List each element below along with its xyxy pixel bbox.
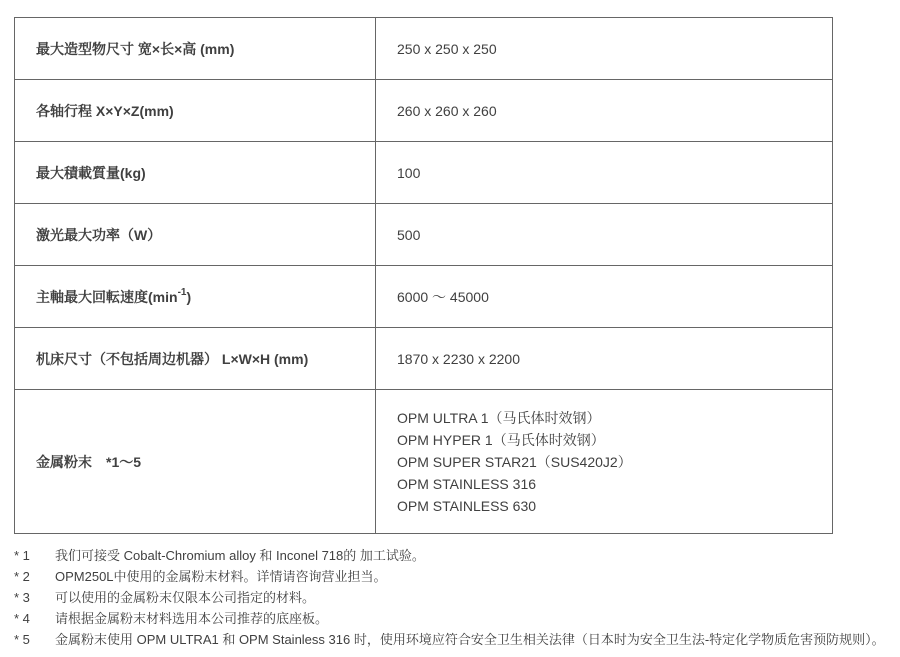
- spec-label-machine-size: 机床尺寸（不包括周边机器） L×W×H (mm): [15, 328, 376, 390]
- table-row: [15, 328, 833, 390]
- spec-label-axis-travel: 各轴行程 X×Y×Z(mm): [15, 80, 376, 142]
- spec-label-build-size: 最大造型物尺寸 宽×长×高 (mm): [15, 18, 376, 80]
- table-row: [15, 80, 833, 142]
- spec-value-metal-powder: [376, 390, 833, 534]
- spec-table: [14, 17, 833, 534]
- table-row: [15, 266, 833, 328]
- spec-value-max-load: 100: [376, 142, 833, 204]
- footnote-marker: * 2: [14, 569, 30, 584]
- spec-value-laser-power: 500: [376, 204, 833, 266]
- spec-label-max-load: 最大積載質量(kg): [15, 142, 376, 204]
- spec-value-machine-size: 1870 x 2230 x 2200: [376, 328, 833, 390]
- spec-value-build-size: 250 x 250 x 250: [376, 18, 833, 80]
- footnote-text: 金属粉末使用 OPM ULTRA1 和 OPM Stainless 316 时，使用环境应符合安全卫生相关法律（日本时为安全卫生法-特定化学物质危害预防规则）。: [55, 632, 885, 647]
- spindle-speed-label-prefix: 主軸最大回転速度(min: [36, 288, 178, 305]
- footnote-text: OPM250L中使用的金属粉末材料。详情请咨询营业担当。: [55, 569, 387, 584]
- spec-label-metal-powder: 金属粉末 *1～5: [15, 390, 376, 534]
- footnote-marker: * 4: [14, 611, 30, 626]
- footnote-marker: * 5: [14, 632, 30, 647]
- spec-label-spindle-speed: [15, 266, 376, 328]
- footnote-text: 我们可接受 Cobalt-Chromium alloy 和 Inconel 718的 加工试验。: [55, 548, 425, 563]
- table-row: [15, 18, 833, 80]
- footnote-marker: * 3: [14, 590, 30, 605]
- footnote-5: [14, 629, 894, 650]
- footnote-4: [14, 608, 894, 629]
- table-row: [15, 204, 833, 266]
- footnote-marker: * 1: [14, 548, 30, 563]
- footnote-2: [14, 566, 894, 587]
- spec-value-axis-travel: 260 x 260 x 260: [376, 80, 833, 142]
- table-row: [15, 142, 833, 204]
- spec-value-spindle-speed: 6000 ～ 45000: [376, 266, 833, 328]
- table-row: [15, 390, 833, 534]
- powder-item: OPM STAINLESS 630: [397, 497, 537, 514]
- footnote-1: [14, 545, 894, 566]
- powder-item: OPM ULTRA 1（马氏体时效钢）: [397, 409, 601, 426]
- powder-item: OPM SUPER STAR21（SUS420J2）: [397, 453, 632, 470]
- spec-label-laser-power: 激光最大功率（W）: [15, 204, 376, 266]
- footnote-text: 可以使用的金属粉末仅限本公司指定的材料。: [55, 590, 316, 605]
- powder-item: OPM HYPER 1（马氏体时效钢）: [397, 431, 605, 448]
- footnote-3: [14, 587, 894, 608]
- footnote-text: 请根据金属粉末材料选用本公司推荐的底座板。: [55, 611, 329, 626]
- spindle-speed-label-suffix: ): [186, 288, 192, 305]
- powder-item: OPM STAINLESS 316: [397, 475, 537, 492]
- footnotes-section: [14, 545, 894, 650]
- spindle-speed-superscript: -1: [177, 286, 187, 298]
